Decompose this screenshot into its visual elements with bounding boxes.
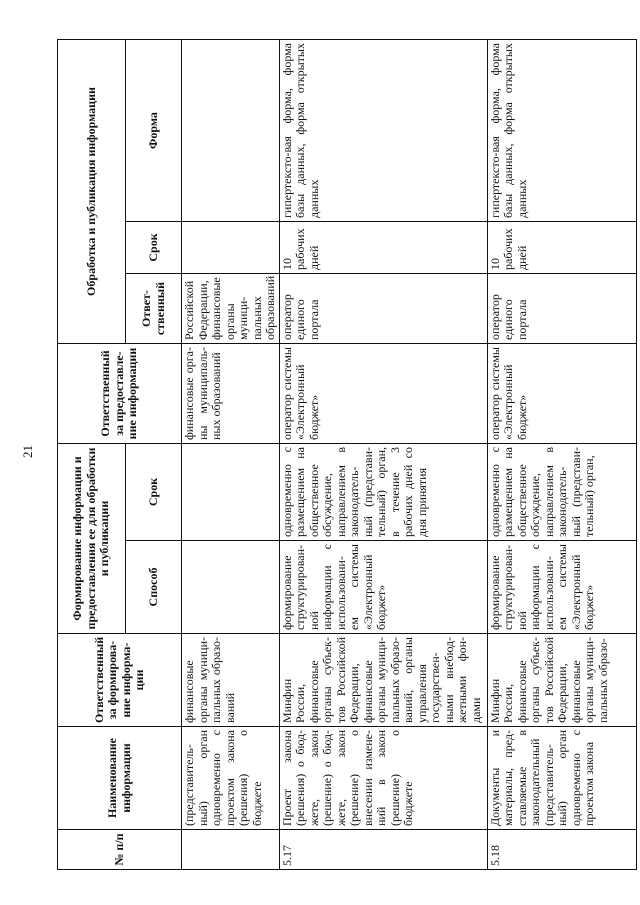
cell-responsible-provide: оператор системы «Электронный бюджет» (279, 344, 487, 444)
cell-form: гипертексто-вая форма, форма базы данных, форма открытых данных (279, 40, 487, 222)
cell-term: одновременно с размещением на общественное обсуждение, направлением в законодатель-ный (представи-тельный) орган, в течение 3 рабочих дней со дня принятия (279, 444, 487, 541)
info-table (57, 39, 637, 870)
table-row (182, 40, 280, 870)
header-name: Наименование информации (58, 727, 182, 830)
cell-method: формирование структурирован-ной информации с использовани-ем системы «Электронный бюджет» (487, 541, 636, 634)
rotated-table-container (57, 40, 630, 870)
cell-num: 5.18 (487, 830, 636, 870)
cell-responsible-form: Минфин России, финансовые органы субъек-тов Российской Федерации, финансовые органы муници-пальных образо- (487, 634, 636, 727)
cell-resp2: оператор единого портала (487, 274, 636, 344)
cell-num: 5.17 (279, 830, 487, 870)
cell-name: (представитель-ный) орган одновременно с проектом закона (решения) о бюджете (182, 727, 280, 830)
header-responsible-provide: Ответственный за предоставле-ние информации (58, 344, 182, 444)
cell-name: Документы и материалы, пред-ставляемые в законодательный (представитель-ный) орган одновременно с проектом закона (487, 727, 636, 830)
header-num: № п/п (58, 830, 182, 870)
cell-resp2: Российской Федерации, финансовые органы муници-пальных образований (182, 274, 280, 344)
header-method: Способ (126, 541, 182, 634)
header-resp2: Ответ-ственный (126, 274, 182, 344)
cell-method: формирование структурирован-ной информации с использовани-ем системы «Электронный бюджет» (279, 541, 487, 634)
table-row (279, 40, 487, 870)
cell-responsible-form: Минфин России, финансовые органы субъек-тов Российской Федерации, финансовые органы муници-пальных образо-ваний, органы управления государствен-ными внебюд-жетными фон-дами (279, 634, 487, 727)
header-group-formation: Формирование информации и предоставления ее для обработки и публикации (58, 444, 126, 634)
header-row-1 (58, 40, 126, 870)
cell-responsible-provide: оператор системы «Электронный бюджет» (487, 344, 636, 444)
cell-num (182, 830, 280, 870)
header-term2: Срок (126, 222, 182, 274)
cell-term (182, 444, 280, 541)
cell-method (182, 541, 280, 634)
cell-term2: 10 рабочих дней (487, 222, 636, 274)
cell-term2: 10 рабочих дней (279, 222, 487, 274)
page-number: 21 (20, 445, 35, 458)
cell-responsible-form: финансовые органы муници-пальных образо-ваний (182, 634, 280, 727)
cell-form (182, 40, 280, 222)
cell-responsible-provide: финансовые орга-ны муниципаль-ных образований (182, 344, 280, 444)
header-form: Форма (126, 40, 182, 222)
page-number-wrap (18, 440, 42, 464)
header-group-processing: Обработка и публикация информации (58, 40, 126, 344)
header-responsible-form: Ответственный за формирова-ние информа-ции (58, 634, 182, 727)
cell-name: Проект закона (решения) о бюд-жете, закон (решение) о бюд-жете, закон (решение) о внесении измене-ний в закон (решение) о бюджете (279, 727, 487, 830)
table-row (487, 40, 636, 870)
header-term: Срок (126, 444, 182, 541)
cell-term2 (182, 222, 280, 274)
cell-form: гипертексто-вая форма, форма базы данных, форма открытых данных (487, 40, 636, 222)
cell-term: одновременно с размещением на общественное обсуждение, направлением в законодатель-ный (представи-тельный) орган, (487, 444, 636, 541)
cell-resp2: оператор единого портала (279, 274, 487, 344)
